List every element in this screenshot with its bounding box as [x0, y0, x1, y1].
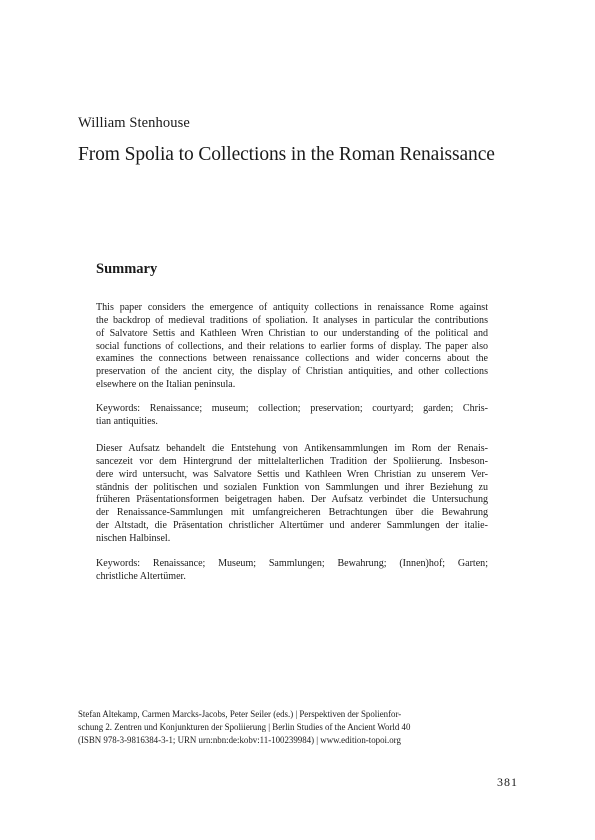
english-keywords — [96, 403, 488, 429]
citation-line: schung 2. Zentren und Konjunkturen der Spoliierung | Berlin Studies of the Ancient World 40 — [78, 722, 411, 732]
abstract-line: Dieser Aufsatz behandelt die Entstehung von Antikensammlungen im Rom der Renais- — [96, 443, 488, 454]
abstract-line: of Salvatore Settis and Kathleen Wren Christian to our understanding of the political and — [96, 327, 488, 339]
abstract-line: sancezeit vor dem Hintergrund der mittelalterlichen Tradition der Spoliierung. Insbeson- — [96, 455, 488, 467]
paper-title: From Spolia to Collections in the Roman Renaissance — [78, 144, 495, 165]
english-abstract — [96, 302, 488, 392]
abstract-line: the backdrop of medieval traditions of spoliation. It analyses in particular the contributions — [96, 314, 488, 326]
abstract-line: ständnis der politischen und sozialen Funktion von Sammlungen und ihrer Beziehung zu — [96, 481, 488, 493]
page-number: 381 — [497, 775, 518, 789]
abstract-line: preservation of the ancient city, the display of Christian antiquities, and other collections — [96, 366, 488, 378]
citation-line: Stefan Altekamp, Carmen Marcks-Jacobs, Peter Seiler (eds.) | Perspektiven der Spolienfor- — [78, 709, 402, 719]
summary-heading: Summary — [96, 261, 158, 277]
abstract-line: dere wird untersucht, was Salvatore Settis und Kathleen Wren Christian zu unserem Ver- — [96, 468, 488, 480]
abstract-line: nischen Halbinsel. — [96, 532, 171, 544]
abstract-line: elsewhere on the Italian peninsula. — [96, 379, 236, 391]
abstract-line: der Altstadt, die Präsentation christlicher Altertümer und anderer Sammlungen der italie- — [96, 520, 488, 532]
keywords-line: Keywords: Renaissance; museum; collection; preservation; courtyard; garden; Chris- — [96, 403, 488, 414]
abstract-line: der Renaissance-Sammlungen mit umfangreicheren Betrachtungen über die Bewahrung — [96, 507, 488, 519]
abstract-line: This paper considers the emergence of antiquity collections in renaissance Rome against — [96, 302, 488, 313]
citation-footer — [78, 708, 458, 747]
keywords-line: christliche Altertümer. — [96, 570, 186, 582]
keywords-line: tian antiquities. — [96, 415, 158, 427]
citation-line: (ISBN 978-3-9816384-3-1; URN urn:nbn:de:kobv:11-100239984) | www.edition-topoi.org — [78, 735, 401, 745]
keywords-line: Keywords: Renaissance; Museum; Sammlungen; Bewahrung; (Innen)hof; Garten; — [96, 558, 488, 569]
german-abstract — [96, 443, 488, 546]
abstract-line: früheren Präsentationsformen beigetragen haben. Der Aufsatz verbindet die Untersuchung — [96, 494, 488, 506]
author-name: William Stenhouse — [78, 115, 190, 131]
german-keywords — [96, 558, 488, 584]
abstract-line: social functions of collections, and their relations to earlier forms of display. The paper also — [96, 340, 488, 352]
abstract-line: examines the connections between renaissance collections and wider concerns about the — [96, 353, 488, 365]
